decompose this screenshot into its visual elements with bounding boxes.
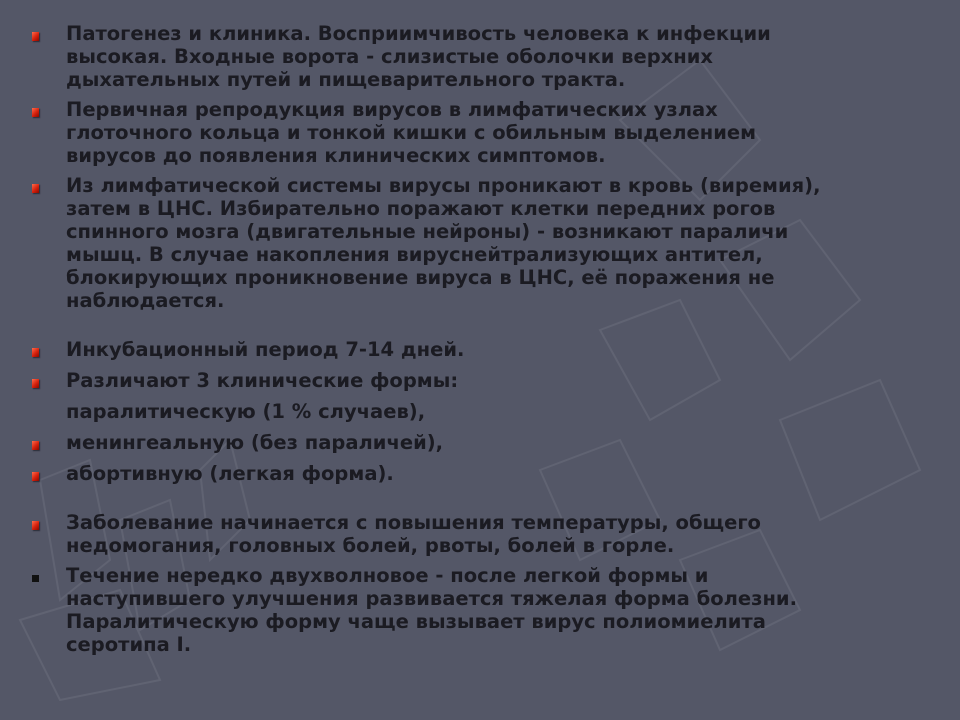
black-square-bullet-icon [32, 575, 39, 582]
list-item [30, 462, 935, 485]
bullet-list [30, 22, 935, 656]
paragraph-text: паралитическую (1 % случаев), [66, 400, 426, 423]
red-square-bullet-icon [32, 32, 39, 41]
paragraph-text: Патогенез и клиника. Восприимчивость человека к инфекции высокая. Входные ворота - слизистые оболочки верхних дыхательных путей и пищеварительного тракта. [66, 22, 771, 91]
list-item [30, 22, 935, 91]
list-item [30, 511, 935, 557]
paragraph-text: Заболевание начинается с повышения температуры, общего недомогания, головных болей, рвоты, болей в горле. [66, 511, 761, 557]
red-square-bullet-icon [32, 441, 39, 450]
red-square-bullet-icon [32, 472, 39, 481]
red-square-bullet-icon [32, 348, 39, 357]
list-item [30, 431, 935, 454]
paragraph-text: Различают 3 клинические формы: [66, 369, 459, 392]
list-item [30, 338, 935, 361]
paragraph-text: Течение нередко двухволновое - после легкой формы и наступившего улучшения развивается тяжелая форма болезни. Паралитическую форму чаще вызывает вирус полиомиелита серотипа I. [66, 564, 797, 656]
list-item [30, 174, 935, 312]
red-square-bullet-icon [32, 379, 39, 388]
red-square-bullet-icon [32, 184, 39, 193]
red-square-bullet-icon [32, 521, 39, 530]
paragraph-text: абортивную (легкая форма). [66, 462, 394, 485]
red-square-bullet-icon [32, 108, 39, 117]
paragraph-text: Инкубационный период 7-14 дней. [66, 338, 465, 361]
paragraph-text: Из лимфатической системы вирусы проникают в кровь (виремия), затем в ЦНС. Избирательно поражают клетки передних рогов спинного мозга (двигательные нейроны) - возникают параличи мышц. В случае накопления вируснейтрализующих антител, блокирующих проникновение вируса в ЦНС, её поражения не наблюдается. [66, 174, 821, 312]
paragraph-text: менингеальную (без параличей), [66, 431, 444, 454]
paragraph-text: Первичная репродукция вирусов в лимфатических узлах глоточного кольца и тонкой кишки с обильным выделением вирусов до появления клинических симптомов. [66, 98, 757, 167]
list-item [30, 369, 935, 392]
list-item [30, 98, 935, 167]
list-item [30, 400, 935, 423]
list-item [30, 564, 935, 656]
